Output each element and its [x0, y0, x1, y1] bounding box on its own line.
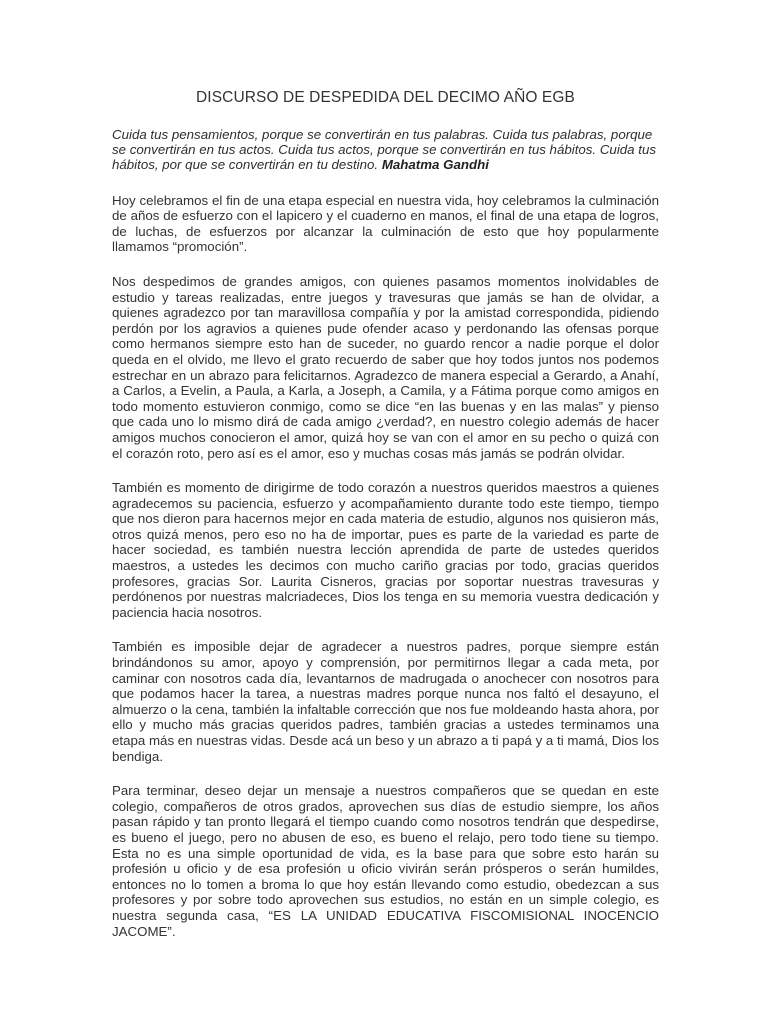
paragraph-2: Nos despedimos de grandes amigos, con quienes pasamos momentos inolvidables de estudio y tareas realizadas, entre juegos y travesuras que jamás se han de olvidar, a quienes agradezco por tan maravillosa compañía y por la amistad correspondida, pidiendo perdón por los agravios a quienes pude ofender acaso y perdonando las ofensas porque como hermanos siempre esto han de suceder, no guardo rencor a nadie porque el dolor queda en el olvido, me llevo el grato recuerdo de saber que hoy todos juntos nos podemos estrechar en un abrazo para felicitarnos. Agradezco de manera especial a Gerardo, a Anahí, a Carlos, a Evelin, a Paula, a Karla, a Joseph, a Camila, y a Fátima porque como amigos en todo momento estuvieron conmigo, como se dice “en las buenas y en las malas” y pienso que cada uno lo mismo dirá de cada amigo ¿verdad?, en nuestro colegio además de hacer amigos muchos conocieron el amor, quizá hoy se van con el amor en su pecho o quizá con el corazón roto, pero así es el amor, eso y muchas cosas más jamás se podrán olvidar.: [112, 273, 659, 461]
quote-author: Mahatma Gandhi: [381, 157, 489, 173]
epigraph-quote: [112, 127, 659, 173]
quote-text: Cuida tus pensamientos, porque se convertirán en tus palabras. Cuida tus palabras, porque se convertirán en tus actos. Cuida tus actos, porque se convertirán en tus hábitos. Cuida tus hábitos, por que se convertirán en tu destino.: [112, 127, 656, 173]
paragraph-4: También es imposible dejar de agradecer a nuestros padres, porque siempre están brindándonos su amor, apoyo y comprensión, por permitirnos llegar a cada meta, por caminar con nosotros cada día, levantarnos de madrugada o anochecer con nosotros para que podamos hacer la tarea, a nuestras madres porque nunca nos faltó el desayuno, el almuerzo o la cena, también la infaltable corrección que nos fue moldeando hasta ahora, por ello y mucho más gracias queridos padres, también gracias a ustedes terminamos una etapa más en nuestras vidas. Desde acá un beso y un abrazo a ti papá y a ti mamá, Dios los bendiga.: [112, 639, 659, 764]
paragraph-3: También es momento de dirigirme de todo corazón a nuestros queridos maestros a quienes agradecemos su paciencia, esfuerzo y acompañamiento durante todo este tiempo, tiempo que nos dieron para hacernos mejor en cada materia de estudio, algunos nos quisieron más, otros quizá menos, pero eso no ha de importar, pues es parte de la variedad es parte de hacer sociedad, es también nuestra lección aprendida de parte de ustedes queridos maestros, a ustedes les decimos con mucho cariño gracias por todo, gracias queridos profesores, gracias Sor. Laurita Cisneros, gracias por soportar nuestras travesuras y perdónenos por nuestras malcriadeces, Dios los tenga en su memoria vuestra dedicación y paciencia hacia nosotros.: [112, 480, 659, 620]
paragraph-5: Para terminar, deseo dejar un mensaje a nuestros compañeros que se quedan en este colegio, compañeros de otros grados, aprovechen sus días de estudio siempre, los años pasan rápido y tan pronto llegará el tiempo cuando como nosotros tendrán que despedirse, es bueno el juego, pero no abusen de eso, es bueno el relajo, pero todo tiene su tiempo. Esta no es una simple oportunidad de vida, es la base para que sobre esto harán su profesión u oficio y de esa profesión u oficio vivirán serán prósperos o serán humildes, entonces no lo tomen a broma lo que hoy están llevando como estudio, obedezcan a sus profesores y por sobre todo aprovechen sus estudios, no están en un simple colegio, es nuestra segunda casa, “ES LA UNIDAD EDUCATIVA FISCOMISIONAL INOCENCIO JACOME”.: [112, 783, 659, 939]
page-title: DISCURSO DE DESPEDIDA DEL DECIMO AÑO EGB: [196, 89, 575, 106]
paragraph-1: Hoy celebramos el fin de una etapa especial en nuestra vida, hoy celebramos la culminación de años de esfuerzo con el lapicero y el cuaderno en manos, el final de una etapa de logros, de luchas, de esfuerzos por alcanzar la culminación de esto que hoy popularmente llamamos “promoción”.: [112, 192, 659, 255]
document-page: [112, 0, 659, 939]
